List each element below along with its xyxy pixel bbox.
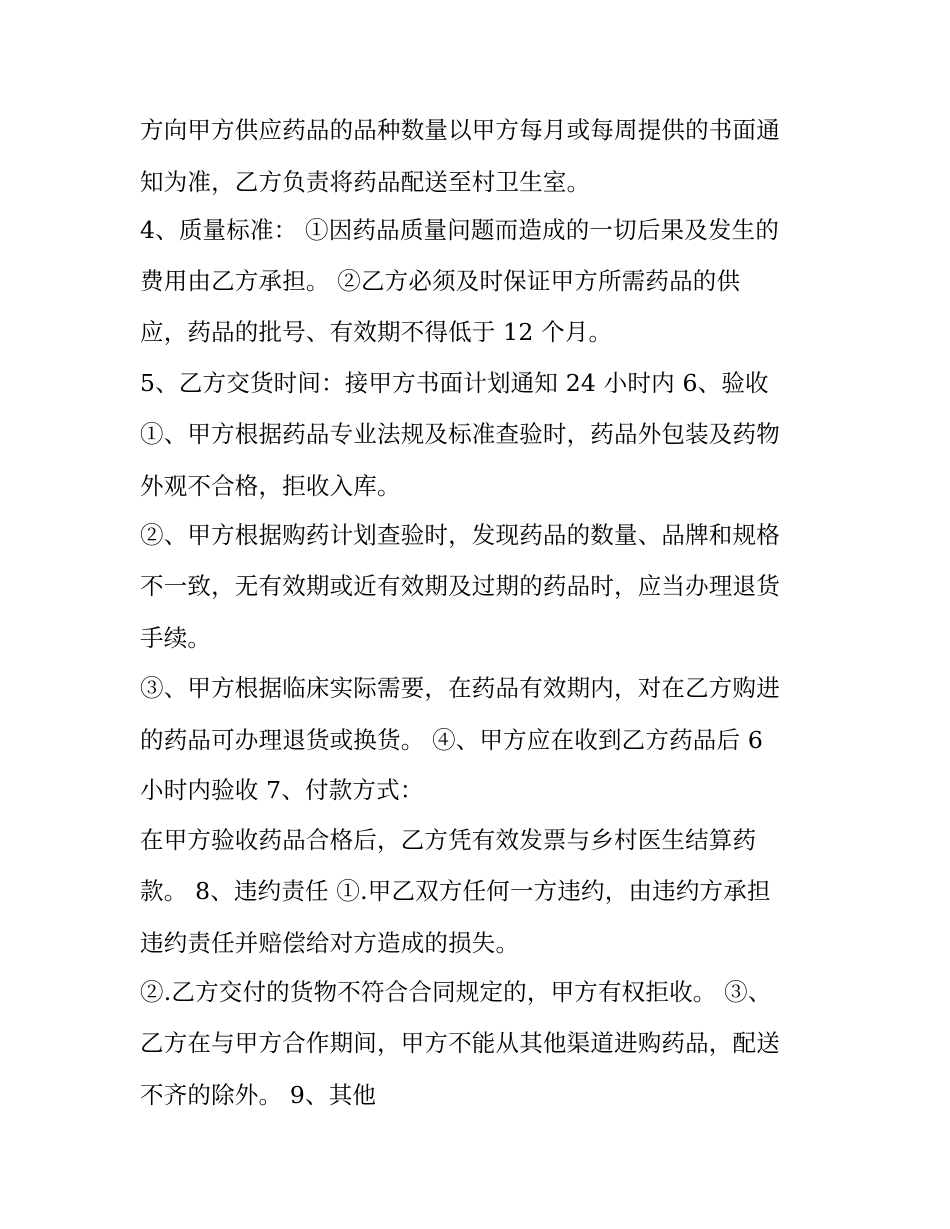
- text-line: 在甲方验收药品合格后，乙方凭有效发票与乡村医生结算药: [140, 826, 757, 854]
- text-line: 违约责任并赔偿给对方造成的损失。: [140, 929, 520, 957]
- text-line: 手续。: [140, 624, 212, 652]
- text-line: 乙方在与甲方合作期间，甲方不能从其他渠道进购药品，配送: [140, 1029, 780, 1057]
- text-line: 款。 8、违约责任 ①.甲乙双方任何一方违约，由违约方承担: [140, 877, 771, 905]
- text-line: 的药品可办理退货或换货。 ④、甲方应在收到乙方药品后 6: [140, 726, 763, 754]
- text-line: ①、甲方根据药品专业法规及标准查验时，药品外包装及药物: [140, 420, 780, 448]
- text-line: 不一致，无有效期或近有效期及过期的药品时，应当办理退货: [140, 572, 780, 600]
- text-line: 小时内验收 7、付款方式：: [140, 776, 424, 804]
- text-line: 5、乙方交货时间：接甲方书面计划通知 24 小时内 6、验收: [140, 369, 769, 397]
- text-line: 4、质量标准： ①因药品质量问题而造成的一切后果及发生的: [140, 216, 780, 244]
- text-line: 不齐的除外。 9、其他: [140, 1081, 377, 1109]
- text-line: ③、甲方根据临床实际需要，在药品有效期内，对在乙方购进: [140, 674, 780, 702]
- text-line: 知为准，乙方负责将药品配送至村卫生室。: [140, 168, 591, 196]
- text-line: 外观不合格，拒收入库。: [140, 472, 401, 500]
- text-line: 费用由乙方承担。 ②乙方必须及时保证甲方所需药品的供: [140, 267, 741, 295]
- text-line: ②、甲方根据购药计划查验时，发现药品的数量、品牌和规格: [140, 521, 780, 549]
- text-line: 方向甲方供应药品的品种数量以甲方每月或每周提供的书面通: [140, 116, 780, 144]
- text-line: 应，药品的批号、有效期不得低于 12 个月。: [140, 318, 613, 346]
- text-line: ②.乙方交付的货物不符合合同规定的，甲方有权拒收。 ③、: [140, 978, 772, 1006]
